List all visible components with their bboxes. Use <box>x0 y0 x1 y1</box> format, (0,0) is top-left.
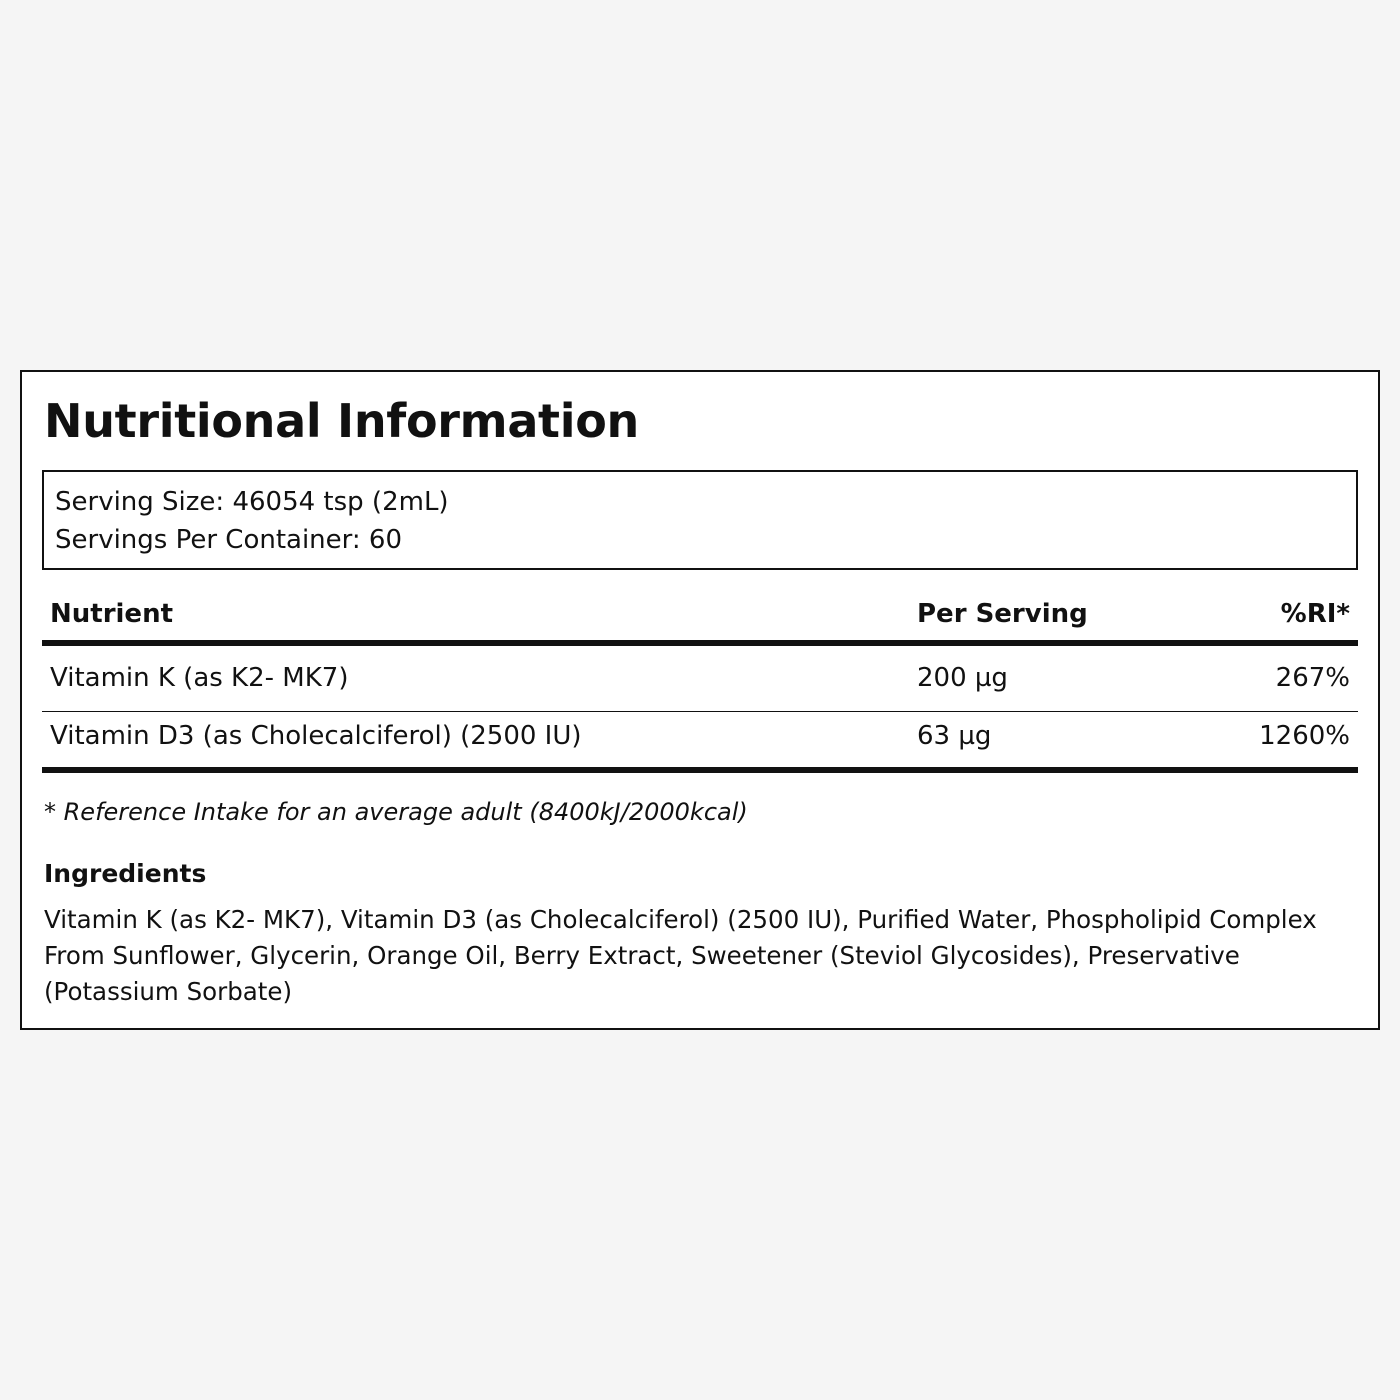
table-header <box>42 590 1358 646</box>
ingredients-text: Vitamin K (as K2- MK7), Vitamin D3 (as Cholecalciferol) (2500 IU), Purified Water, Phospholipid Complex From Sunflower, Glycerin, Orange Oil, Berry Extract, Sweetener (Steviol Glycosides), Preservative (Potassium Sorbate) <box>44 905 1317 1006</box>
ri-value: 1260% <box>1259 721 1350 751</box>
table-row <box>42 712 1358 773</box>
serving-info-box <box>42 470 1358 570</box>
nutrient-table <box>42 590 1358 773</box>
ingredients-heading: Ingredients <box>44 859 207 888</box>
header-nutrient: Nutrient <box>50 599 174 629</box>
header-ri: %RI* <box>1280 599 1350 629</box>
table-row <box>42 646 1358 712</box>
servings-per-container: Servings Per Container: 60 <box>55 525 403 555</box>
ri-value: 267% <box>1275 663 1350 693</box>
reference-intake-footnote: * Reference Intake for an average adult (8400kJ/2000kcal) <box>44 798 748 826</box>
header-per-serving: Per Serving <box>917 599 1088 629</box>
nutrient-name: Vitamin D3 (as Cholecalciferol) (2500 IU) <box>50 721 582 751</box>
nutrient-name: Vitamin K (as K2- MK7) <box>50 663 349 693</box>
per-serving-value: 200 µg <box>917 663 1008 693</box>
serving-size: Serving Size: 46054 tsp (2mL) <box>55 487 449 517</box>
nutrition-panel <box>20 370 1380 1030</box>
page-title: Nutritional Information <box>44 394 639 448</box>
per-serving-value: 63 µg <box>917 721 992 751</box>
